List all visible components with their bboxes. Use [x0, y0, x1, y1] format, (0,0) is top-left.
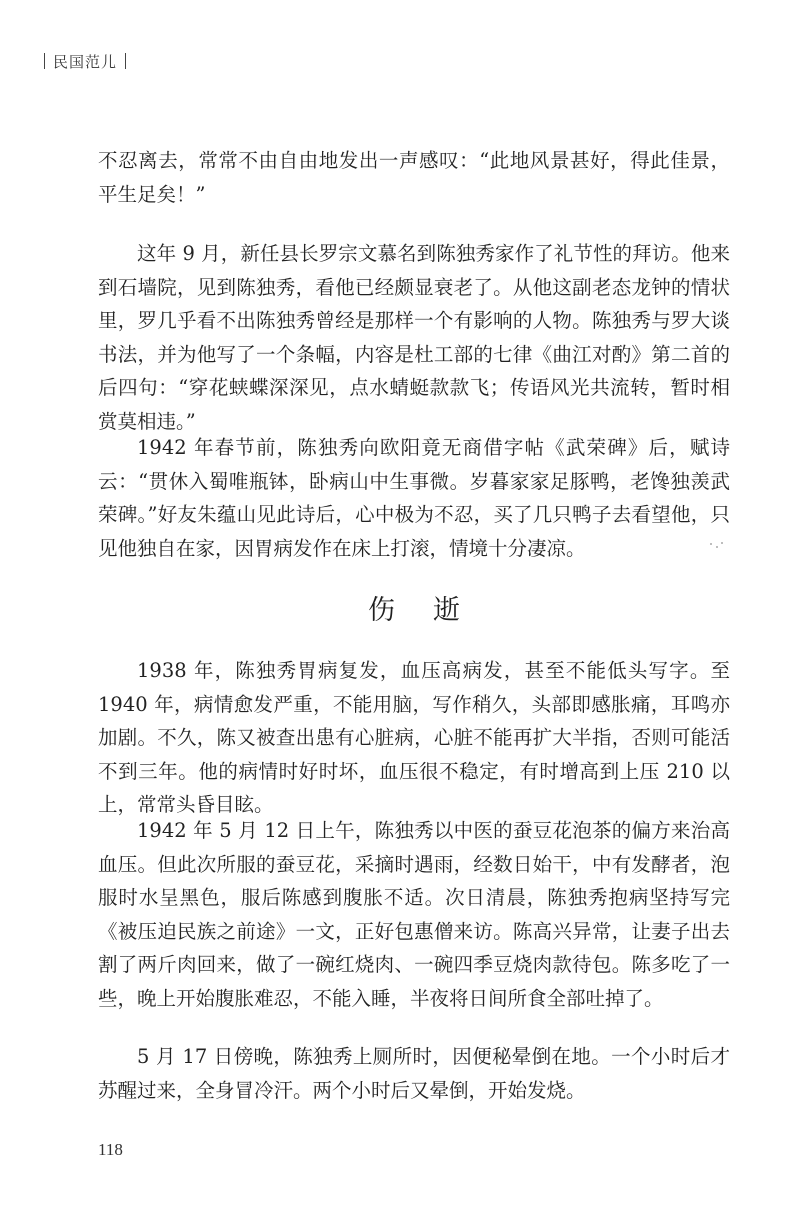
paragraph-2: 这年 9 月，新任县长罗宗文慕名到陈独秀家作了礼节性的拜访。他来到石墙院，见到陈独秀，看他已经颇显衰老了。从他这副老态龙钟的情状里，罗几乎看不出陈独秀曾经是那样一个有影响的人物。陈独秀与罗大谈书法，并为他写了一个条幅，内容是杜工部的七律《曲江对酌》第二首的后四句：“穿花蛱蝶深深见，点水蜻蜓款款飞；传语风光共流转，暂时相赏莫相违。”: [98, 242, 730, 433]
section-title: 伤逝: [368, 595, 498, 626]
paragraph-block-3: [98, 431, 730, 565]
section-paragraph-block-2: [98, 814, 730, 1015]
paragraph-block-2: [98, 237, 730, 438]
header-right-rule: [125, 53, 126, 69]
section-paragraph-block-3: [98, 1040, 730, 1107]
section-paragraph-2: 1942 年 5 月 12 日上午，陈独秀以中医的蚕豆花泡茶的偏方来治高血压。但此次所服的蚕豆花，采摘时遇雨，经数日始干，中有发酵者，泡服时水呈黑色，服后陈感到腹胀不适。次日清晨，陈独秀抱病坚持写完《被压迫民族之前途》一文，正好包惠僧来访。陈高兴异常，让妻子出去割了两斤肉回来，做了一碗红烧肉、一碗四季豆烧肉款待包。陈多吃了一些，晚上开始腹胀难忍，不能入睡，半夜将日间所食全部吐掉了。: [98, 819, 730, 1010]
running-header: [44, 50, 126, 72]
book-title: 民国范儿: [53, 52, 118, 71]
section-paragraph-block-1: [98, 654, 730, 822]
paragraph-3: 1942 年春节前，陈独秀向欧阳竟无商借字帖《武荣碑》后，赋诗云：“贯休入蜀唯瓶钵，卧病山中生事微。岁暮家家足豚鸭，老馋独羡武荣碑。”好友朱蕴山见此诗后，心中极为不忍，买了几只鸭子去看望他，只见他独自在家，因胃病发作在床上打滚，情境十分凄凉。: [98, 436, 730, 560]
paragraph-1: 不忍离去，常常不由自由地发出一声感叹：“此地风景甚好，得此佳景，平生足矣！”: [98, 149, 730, 206]
scan-speck: [708, 540, 724, 550]
section-paragraph-3: 5 月 17 日傍晚，陈独秀上厕所时，因便秘晕倒在地。一个小时后才苏醒过来，全身冒冷汗。两个小时后又晕倒，开始发烧。: [98, 1045, 730, 1102]
section-paragraph-1: 1938 年，陈独秀胃病复发，血压高病发，甚至不能低头写字。至 1940 年，病情愈发严重，不能用脑，写作稍久，头部即感胀痛，耳鸣亦加剧。不久，陈又被查出患有心脏病，心脏不能再扩大半指，否则可能活不到三年。他的病情时好时坏，血压很不稳定，有时增高到上压 210 以上，常常头昏目眩。: [98, 659, 730, 816]
page-number: 118: [98, 1140, 123, 1159]
paragraph-continuation: [98, 144, 730, 211]
